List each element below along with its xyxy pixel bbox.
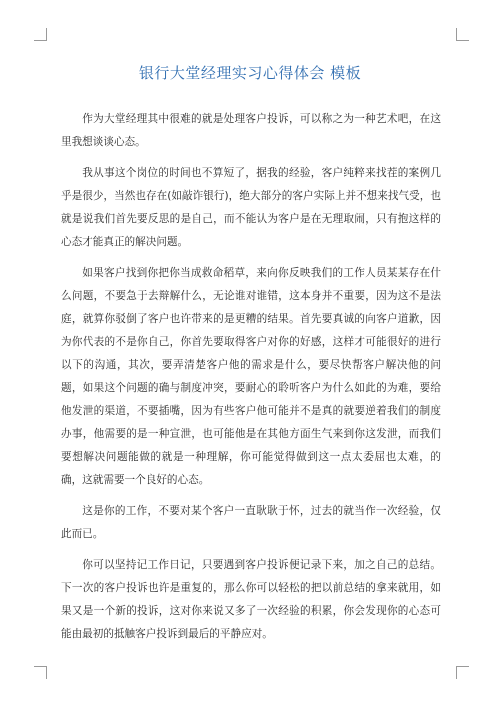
paragraph-4: 这是你的工作，不要对某个客户一直耿耿于怀，过去的就当作一次经验，仅此而已。: [61, 505, 441, 540]
paragraph-3: 如果客户找到你把你当成救命稻草，来向你反映我们的工作人员某某存在什么问题，不要急于去辩解什么，无论谁对谁错，这本身并不重要，因为这不是法庭，就算你驳倒了客户也许带来的是更糟的结果。首先要真诚的向客户道歉，因为你代表的不是你自己，你首先要取得客户对你的好感，这样才可能很好的进行以下的沟通，其次，要弄清楚客户他的需求是什么，要尽快帮客户解决他的问题，如果这个问题的确与制度冲突，要耐心的聆听客户为什么如此的为难，要给他发泄的渠道，不要插嘴，因为有些客户他可能并不是真的就要逆着我们的制度办事，他需要的是一种宣泄，也可能他是在其他方面生气来到你这发泄，而我们要想解决问题能做的就是一种理解，你可能觉得做到这一点太委屈也太难，的确，这就需要一个良好的心态。: [61, 267, 441, 486]
document-title: 银行大堂经理实习心得体会 模板: [138, 64, 362, 82]
crop-mark-top-right: [456, 28, 469, 41]
paragraph-1: 作为大堂经理其中很难的就是处理客户投诉，可以称之为一种艺术吧，在这里我想谈谈心态。: [61, 113, 441, 148]
paragraph-2: 我从事这个岗位的时间也不算短了，据我的经验，客户纯粹来找茬的案例几乎是很少，当然也存在(如敲诈银行)，绝大部分的客户实际上并不想来找气受，也就是说我们首先要反思的是自己，而不能认为客户是在无理取闹，只有抱这样的心态才能真正的解决问题。: [61, 167, 441, 248]
crop-mark-top-left: [34, 28, 47, 41]
paragraph-5: 你可以坚持记工作日记，只要遇到客户投诉便记录下来，加之自己的总结。下一次的客户投诉也许是重复的，那么你可以轻松的把以前总结的拿来就用，如果又是一个新的投诉，这对你来说又多了一次经验的积累，你会发现你的心态可能由最初的抵触客户投诉到最后的平静应对。: [61, 559, 441, 640]
crop-mark-bottom-right: [456, 666, 469, 679]
crop-mark-bottom-left: [34, 666, 47, 679]
document-body: [61, 108, 441, 654]
